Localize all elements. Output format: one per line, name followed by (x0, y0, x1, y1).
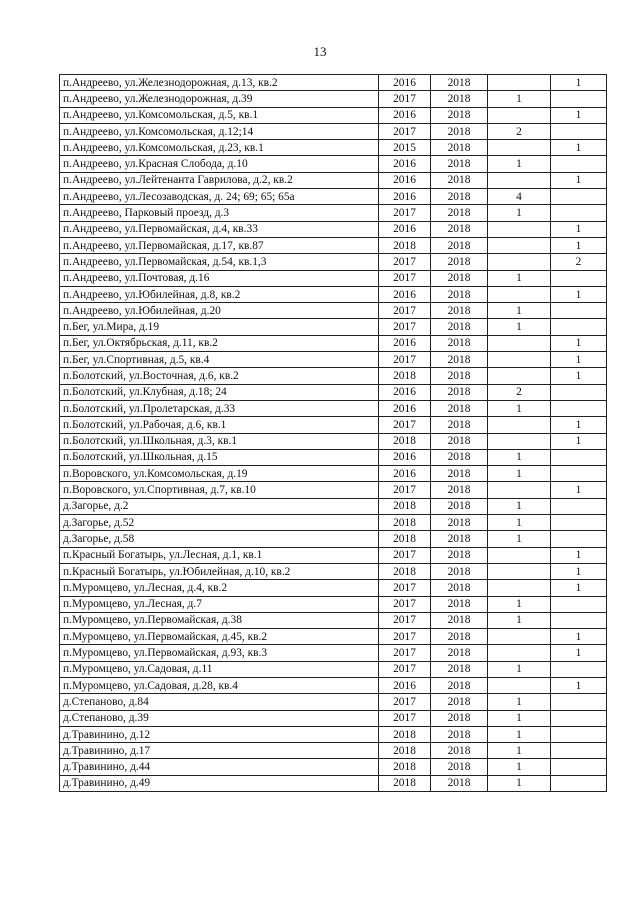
count-a-cell (488, 352, 551, 368)
table-row (60, 270, 607, 286)
count-a-cell: 1 (488, 775, 551, 791)
year-end-cell: 2018 (431, 580, 488, 596)
count-b-cell (551, 694, 607, 710)
year-end-cell: 2018 (431, 123, 488, 139)
address-cell: п.Муромцево, ул.Первомайская, д.38 (60, 612, 379, 628)
count-a-cell (488, 75, 551, 91)
year-start-cell: 2016 (379, 449, 431, 465)
address-cell: п.Андреево, ул.Лесозаводская, д. 24; 69; 65; 65а (60, 189, 379, 205)
address-cell: п.Красный Богатырь, ул.Лесная, д.1, кв.1 (60, 547, 379, 563)
table-row (60, 726, 607, 742)
count-b-cell (551, 775, 607, 791)
year-start-cell: 2016 (379, 286, 431, 302)
count-b-cell (551, 384, 607, 400)
table-row (60, 221, 607, 237)
count-a-cell: 2 (488, 384, 551, 400)
count-b-cell (551, 156, 607, 172)
year-start-cell: 2017 (379, 91, 431, 107)
count-b-cell (551, 710, 607, 726)
table-row (60, 612, 607, 628)
year-start-cell: 2018 (379, 433, 431, 449)
count-b-cell (551, 498, 607, 514)
table-row (60, 189, 607, 205)
table-row (60, 303, 607, 319)
count-b-cell: 1 (551, 677, 607, 693)
table-row (60, 645, 607, 661)
year-start-cell: 2018 (379, 515, 431, 531)
year-end-cell: 2018 (431, 107, 488, 123)
year-start-cell: 2017 (379, 612, 431, 628)
year-start-cell: 2017 (379, 645, 431, 661)
year-start-cell: 2017 (379, 547, 431, 563)
table-row (60, 433, 607, 449)
table-row (60, 107, 607, 123)
count-a-cell: 1 (488, 596, 551, 612)
year-start-cell: 2017 (379, 710, 431, 726)
address-cell: п.Бег, ул.Октябрьская, д.11, кв.2 (60, 335, 379, 351)
year-start-cell: 2015 (379, 140, 431, 156)
count-a-cell (488, 335, 551, 351)
count-b-cell (551, 743, 607, 759)
year-start-cell: 2018 (379, 531, 431, 547)
year-start-cell: 2018 (379, 368, 431, 384)
count-a-cell: 1 (488, 400, 551, 416)
address-cell: п.Андреево, ул.Комсомольская, д.12;14 (60, 123, 379, 139)
table-row (60, 547, 607, 563)
address-cell: п.Андреево, ул.Первомайская, д.4, кв.33 (60, 221, 379, 237)
address-cell: п.Андреево, ул.Комсомольская, д.23, кв.1 (60, 140, 379, 156)
year-start-cell: 2017 (379, 303, 431, 319)
count-b-cell: 1 (551, 335, 607, 351)
address-cell: п.Муромцево, ул.Первомайская, д.45, кв.2 (60, 629, 379, 645)
year-start-cell: 2017 (379, 205, 431, 221)
address-cell: п.Андреево, ул.Красная Слобода, д.10 (60, 156, 379, 172)
count-a-cell: 1 (488, 694, 551, 710)
count-a-cell: 1 (488, 726, 551, 742)
count-a-cell: 1 (488, 515, 551, 531)
table-row (60, 629, 607, 645)
count-b-cell: 1 (551, 352, 607, 368)
year-start-cell: 2017 (379, 580, 431, 596)
year-start-cell: 2018 (379, 563, 431, 579)
count-a-cell (488, 629, 551, 645)
count-a-cell: 1 (488, 449, 551, 465)
year-start-cell: 2016 (379, 107, 431, 123)
address-cell: д.Травинино, д.49 (60, 775, 379, 791)
table-row (60, 352, 607, 368)
address-cell: п.Муромцево, ул.Первомайская, д.93, кв.3 (60, 645, 379, 661)
year-start-cell: 2016 (379, 466, 431, 482)
count-b-cell: 1 (551, 563, 607, 579)
count-a-cell: 1 (488, 710, 551, 726)
count-b-cell (551, 515, 607, 531)
year-end-cell: 2018 (431, 156, 488, 172)
address-cell: п.Муромцево, ул.Садовая, д.28, кв.4 (60, 677, 379, 693)
count-a-cell (488, 580, 551, 596)
year-end-cell: 2018 (431, 172, 488, 188)
count-b-cell (551, 759, 607, 775)
address-cell: п.Бег, ул.Мира, д.19 (60, 319, 379, 335)
table-row (60, 482, 607, 498)
count-b-cell: 1 (551, 629, 607, 645)
count-b-cell: 1 (551, 368, 607, 384)
year-start-cell: 2018 (379, 498, 431, 514)
count-b-cell (551, 400, 607, 416)
table-row (60, 156, 607, 172)
year-start-cell: 2018 (379, 237, 431, 253)
address-cell: д.Степаново, д.84 (60, 694, 379, 710)
table-row (60, 677, 607, 693)
count-a-cell (488, 107, 551, 123)
year-end-cell: 2018 (431, 237, 488, 253)
year-start-cell: 2018 (379, 726, 431, 742)
year-start-cell: 2016 (379, 335, 431, 351)
count-b-cell (551, 531, 607, 547)
table-row (60, 466, 607, 482)
year-end-cell: 2018 (431, 629, 488, 645)
count-b-cell: 1 (551, 645, 607, 661)
address-cell: п.Андреево, ул.Лейтенанта Гаврилова, д.2, кв.2 (60, 172, 379, 188)
table-row (60, 531, 607, 547)
count-b-cell: 2 (551, 254, 607, 270)
count-b-cell (551, 91, 607, 107)
address-cell: п.Андреево, ул.Почтовая, д.16 (60, 270, 379, 286)
count-a-cell (488, 417, 551, 433)
table-row (60, 743, 607, 759)
year-end-cell: 2018 (431, 400, 488, 416)
table-row (60, 710, 607, 726)
table-row (60, 580, 607, 596)
year-end-cell: 2018 (431, 140, 488, 156)
count-a-cell: 1 (488, 205, 551, 221)
year-start-cell: 2016 (379, 189, 431, 205)
year-start-cell: 2016 (379, 677, 431, 693)
count-b-cell: 1 (551, 547, 607, 563)
table-row (60, 449, 607, 465)
address-cell: д.Загорье, д.52 (60, 515, 379, 531)
year-end-cell: 2018 (431, 466, 488, 482)
year-start-cell: 2017 (379, 254, 431, 270)
count-b-cell: 1 (551, 107, 607, 123)
count-b-cell (551, 726, 607, 742)
year-end-cell: 2018 (431, 612, 488, 628)
address-cell: п.Андреево, Парковый проезд, д.3 (60, 205, 379, 221)
year-end-cell: 2018 (431, 254, 488, 270)
address-cell: п.Воровского, ул.Спортивная, д.7, кв.10 (60, 482, 379, 498)
table-row (60, 596, 607, 612)
year-end-cell: 2018 (431, 677, 488, 693)
address-cell: п.Болотский, ул.Рабочая, д.6, кв.1 (60, 417, 379, 433)
year-start-cell: 2016 (379, 75, 431, 91)
address-cell: п.Муромцево, ул.Лесная, д.7 (60, 596, 379, 612)
address-cell: п.Андреево, ул.Комсомольская, д.5, кв.1 (60, 107, 379, 123)
year-end-cell: 2018 (431, 286, 488, 302)
count-a-cell (488, 172, 551, 188)
year-end-cell: 2018 (431, 547, 488, 563)
year-end-cell: 2018 (431, 775, 488, 791)
address-cell: п.Болотский, ул.Школьная, д.15 (60, 449, 379, 465)
address-cell: п.Красный Богатырь, ул.Юбилейная, д.10, кв.2 (60, 563, 379, 579)
year-end-cell: 2018 (431, 726, 488, 742)
year-end-cell: 2018 (431, 91, 488, 107)
address-cell: п.Андреево, ул.Первомайская, д.54, кв.1,3 (60, 254, 379, 270)
address-cell: п.Андреево, ул.Юбилейная, д.8, кв.2 (60, 286, 379, 302)
count-a-cell (488, 482, 551, 498)
year-end-cell: 2018 (431, 596, 488, 612)
count-a-cell (488, 221, 551, 237)
year-end-cell: 2018 (431, 531, 488, 547)
year-end-cell: 2018 (431, 498, 488, 514)
table-row (60, 498, 607, 514)
count-b-cell: 1 (551, 580, 607, 596)
count-a-cell: 4 (488, 189, 551, 205)
year-start-cell: 2017 (379, 482, 431, 498)
year-end-cell: 2018 (431, 75, 488, 91)
count-b-cell: 1 (551, 433, 607, 449)
address-cell: п.Андреево, ул.Юбилейная, д.20 (60, 303, 379, 319)
count-a-cell: 1 (488, 270, 551, 286)
count-b-cell (551, 303, 607, 319)
count-a-cell: 1 (488, 531, 551, 547)
count-b-cell (551, 612, 607, 628)
year-end-cell: 2018 (431, 449, 488, 465)
year-start-cell: 2016 (379, 400, 431, 416)
count-a-cell (488, 254, 551, 270)
count-b-cell (551, 319, 607, 335)
year-end-cell: 2018 (431, 335, 488, 351)
address-cell: п.Бег, ул.Спортивная, д.5, кв.4 (60, 352, 379, 368)
year-end-cell: 2018 (431, 221, 488, 237)
address-cell: п.Болотский, ул.Клубная, д.18; 24 (60, 384, 379, 400)
address-cell: п.Болотский, ул.Пролетарская, д.33 (60, 400, 379, 416)
count-a-cell (488, 237, 551, 253)
year-end-cell: 2018 (431, 303, 488, 319)
year-end-cell: 2018 (431, 319, 488, 335)
count-a-cell (488, 547, 551, 563)
count-a-cell (488, 368, 551, 384)
count-b-cell (551, 449, 607, 465)
year-end-cell: 2018 (431, 661, 488, 677)
table-row (60, 123, 607, 139)
count-b-cell (551, 466, 607, 482)
table-row (60, 172, 607, 188)
address-cell: п.Муромцево, ул.Лесная, д.4, кв.2 (60, 580, 379, 596)
count-b-cell: 1 (551, 75, 607, 91)
year-end-cell: 2018 (431, 368, 488, 384)
count-b-cell: 1 (551, 237, 607, 253)
address-cell: д.Степаново, д.39 (60, 710, 379, 726)
year-start-cell: 2017 (379, 319, 431, 335)
count-b-cell (551, 189, 607, 205)
table-row (60, 140, 607, 156)
year-start-cell: 2016 (379, 384, 431, 400)
table-row (60, 563, 607, 579)
count-b-cell (551, 205, 607, 221)
year-end-cell: 2018 (431, 743, 488, 759)
year-end-cell: 2018 (431, 759, 488, 775)
table-body (60, 75, 607, 792)
table-row (60, 319, 607, 335)
address-cell: п.Болотский, ул.Восточная, д.6, кв.2 (60, 368, 379, 384)
count-a-cell: 1 (488, 759, 551, 775)
address-cell: п.Андреево, ул.Железнодорожная, д.13, кв.2 (60, 75, 379, 91)
year-start-cell: 2016 (379, 221, 431, 237)
address-cell: д.Травинино, д.44 (60, 759, 379, 775)
table-row (60, 694, 607, 710)
count-a-cell: 1 (488, 91, 551, 107)
table-row (60, 384, 607, 400)
table-row (60, 759, 607, 775)
table-row (60, 400, 607, 416)
table-row (60, 775, 607, 791)
year-start-cell: 2017 (379, 270, 431, 286)
table-row (60, 335, 607, 351)
year-end-cell: 2018 (431, 189, 488, 205)
count-a-cell (488, 645, 551, 661)
count-a-cell: 1 (488, 466, 551, 482)
year-start-cell: 2017 (379, 352, 431, 368)
year-start-cell: 2017 (379, 596, 431, 612)
count-a-cell (488, 677, 551, 693)
year-start-cell: 2017 (379, 661, 431, 677)
year-start-cell: 2017 (379, 694, 431, 710)
count-a-cell: 1 (488, 156, 551, 172)
year-start-cell: 2016 (379, 156, 431, 172)
year-end-cell: 2018 (431, 417, 488, 433)
count-a-cell: 1 (488, 303, 551, 319)
count-b-cell: 1 (551, 140, 607, 156)
count-b-cell (551, 596, 607, 612)
year-end-cell: 2018 (431, 384, 488, 400)
address-cell: д.Травинино, д.12 (60, 726, 379, 742)
table-row (60, 91, 607, 107)
year-start-cell: 2017 (379, 629, 431, 645)
year-start-cell: 2017 (379, 123, 431, 139)
count-a-cell: 1 (488, 498, 551, 514)
year-start-cell: 2018 (379, 775, 431, 791)
count-b-cell (551, 123, 607, 139)
count-b-cell: 1 (551, 417, 607, 433)
table-row (60, 75, 607, 91)
year-end-cell: 2018 (431, 482, 488, 498)
address-cell: п.Болотский, ул.Школьная, д.3, кв.1 (60, 433, 379, 449)
address-cell: д.Загорье, д.2 (60, 498, 379, 514)
year-end-cell: 2018 (431, 645, 488, 661)
year-start-cell: 2018 (379, 743, 431, 759)
year-end-cell: 2018 (431, 433, 488, 449)
year-end-cell: 2018 (431, 205, 488, 221)
year-start-cell: 2018 (379, 759, 431, 775)
table-row (60, 515, 607, 531)
count-a-cell: 1 (488, 743, 551, 759)
count-b-cell (551, 270, 607, 286)
count-b-cell: 1 (551, 482, 607, 498)
table-row (60, 237, 607, 253)
year-end-cell: 2018 (431, 270, 488, 286)
count-a-cell (488, 286, 551, 302)
year-end-cell: 2018 (431, 710, 488, 726)
year-start-cell: 2017 (379, 417, 431, 433)
year-end-cell: 2018 (431, 563, 488, 579)
table-row (60, 254, 607, 270)
count-b-cell: 1 (551, 221, 607, 237)
count-a-cell: 2 (488, 123, 551, 139)
count-a-cell (488, 433, 551, 449)
count-a-cell (488, 563, 551, 579)
table-row (60, 286, 607, 302)
address-cell: п.Андреево, ул.Первомайская, д.17, кв.87 (60, 237, 379, 253)
count-a-cell (488, 140, 551, 156)
count-a-cell: 1 (488, 661, 551, 677)
year-start-cell: 2016 (379, 172, 431, 188)
count-a-cell: 1 (488, 612, 551, 628)
address-cell: п.Муромцево, ул.Садовая, д.11 (60, 661, 379, 677)
count-b-cell: 1 (551, 286, 607, 302)
year-end-cell: 2018 (431, 694, 488, 710)
table-row (60, 205, 607, 221)
year-end-cell: 2018 (431, 352, 488, 368)
table-row (60, 417, 607, 433)
count-b-cell: 1 (551, 172, 607, 188)
count-a-cell: 1 (488, 319, 551, 335)
housing-table (59, 74, 607, 792)
address-cell: п.Андреево, ул.Железнодорожная, д.39 (60, 91, 379, 107)
address-cell: д.Травинино, д.17 (60, 743, 379, 759)
address-cell: д.Загорье, д.58 (60, 531, 379, 547)
page-number: 13 (313, 44, 327, 59)
year-end-cell: 2018 (431, 515, 488, 531)
table-row (60, 661, 607, 677)
table-row (60, 368, 607, 384)
address-cell: п.Воровского, ул.Комсомольская, д.19 (60, 466, 379, 482)
count-b-cell (551, 661, 607, 677)
